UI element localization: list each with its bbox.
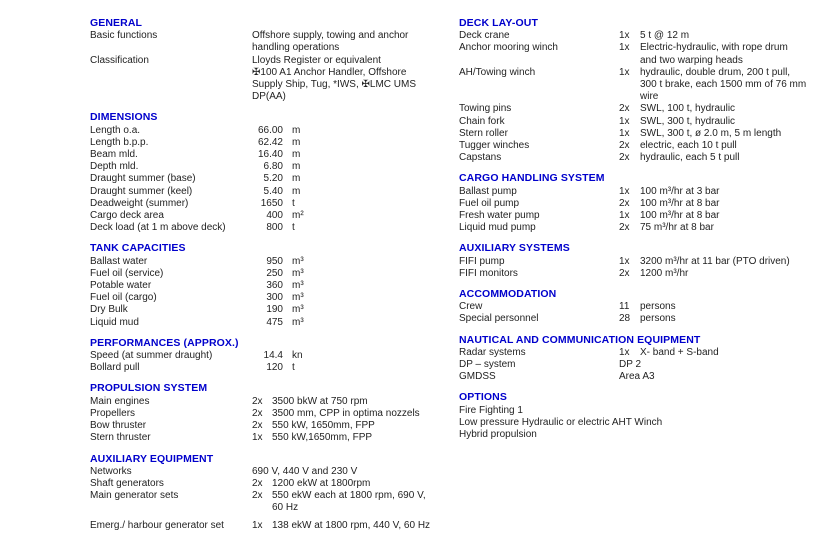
section-heading: DECK LAY-OUT	[459, 17, 538, 29]
row-unit: m³	[292, 304, 304, 316]
row-quantity: 1x	[619, 185, 630, 197]
section-cargo-handling-system	[459, 172, 830, 234]
row-value-line: handling operations	[252, 42, 340, 54]
row-label: Special personnel	[459, 313, 539, 325]
row-label: Draught summer (base)	[90, 173, 196, 185]
row-value	[252, 466, 456, 478]
row-label: Beam mld.	[90, 149, 138, 161]
spec-row	[90, 362, 456, 374]
row-unit: m³	[292, 267, 304, 279]
row-quantity: 1x	[619, 30, 630, 42]
row-value-line: DP 2	[619, 359, 642, 371]
row-label: DP – system	[459, 359, 516, 371]
row-number: 14.4	[263, 350, 283, 362]
spec-row	[459, 405, 830, 417]
spec-row	[459, 256, 830, 268]
row-description	[272, 408, 456, 420]
section-heading: PROPULSION SYSTEM	[90, 382, 208, 395]
row-number: 800	[266, 222, 283, 234]
section-tank-capacities	[90, 242, 456, 328]
row-value	[619, 371, 830, 383]
row-number: 66.00	[257, 124, 283, 136]
row-unit: m	[292, 136, 301, 148]
row-description-line: and two warping heads	[640, 54, 743, 66]
row-description	[640, 30, 830, 42]
row-description-line: 550 kW,1650mm, FPP	[272, 432, 373, 444]
row-description	[272, 520, 456, 532]
spec-row	[90, 55, 456, 104]
row-value-line: ✠100 A1 Anchor Handler, Offshore	[252, 66, 407, 78]
row-label: Speed (at summer draught)	[90, 350, 213, 362]
row-label: Towing pins	[459, 103, 512, 115]
spec-row	[459, 347, 830, 359]
row-description-line: 100 m³/hr at 3 bar	[640, 185, 720, 197]
row-unit: m	[292, 173, 301, 185]
row-quantity: 1x	[252, 519, 263, 531]
row-quantity: 2x	[252, 420, 263, 432]
row-description-line: electric, each 10 t pull	[640, 140, 737, 152]
row-description	[640, 152, 830, 164]
row-number: 950	[266, 255, 283, 267]
row-label: Depth mld.	[90, 161, 139, 173]
spec-row	[90, 256, 456, 268]
spec-row	[459, 210, 830, 222]
row-description-line: 100 m³/hr at 8 bar	[640, 197, 720, 209]
row-quantity: 2x	[252, 490, 263, 502]
section-heading: AUXILIARY SYSTEMS	[459, 242, 570, 255]
row-unit: m	[292, 161, 301, 173]
row-label: FIFI monitors	[459, 267, 518, 279]
section-deck-lay-out	[459, 17, 830, 164]
row-description-line: 75 m³/hr at 8 bar	[640, 222, 714, 234]
row-label: Emerg./ harbour generator set	[90, 519, 224, 531]
row-description-line: SWL, 300 t, hydraulic	[640, 115, 736, 127]
spec-row	[459, 301, 830, 313]
row-description	[640, 186, 830, 198]
row-label: FIFI pump	[459, 255, 505, 267]
row-label: Ballast pump	[459, 185, 517, 197]
row-description-line: 1200 m³/hr	[640, 267, 689, 279]
spec-row	[90, 125, 456, 137]
row-number: 250	[266, 267, 283, 279]
spec-row	[90, 520, 456, 532]
row-description-line: X- band + S-band	[640, 346, 719, 358]
left-column	[90, 17, 456, 540]
spec-row	[90, 186, 456, 198]
row-description	[640, 116, 830, 128]
row-quantity: 2x	[619, 197, 630, 209]
spec-row	[459, 42, 830, 66]
row-description	[640, 128, 830, 140]
section-heading: TANK CAPACITIES	[90, 242, 186, 255]
section-auxiliary-equipment	[90, 453, 456, 532]
row-description-line: 300 t brake, each 1500 mm of 76 mm	[640, 79, 807, 91]
row-label: Main engines	[90, 395, 150, 407]
row-description	[272, 432, 456, 444]
section-auxiliary-systems	[459, 242, 830, 280]
row-quantity: 1x	[252, 432, 263, 444]
row-unit: t	[292, 362, 295, 374]
row-description-line: 1200 ekW at 1800rpm	[272, 477, 371, 489]
spec-row	[459, 417, 830, 429]
row-label: Fuel oil (service)	[90, 267, 164, 279]
row-label: Liquid mud pump	[459, 222, 536, 234]
spec-row	[459, 429, 830, 441]
row-label: Cargo deck area	[90, 210, 164, 222]
row-label: Length b.p.p.	[90, 136, 149, 148]
row-description	[640, 222, 830, 234]
spec-row	[459, 313, 830, 325]
spec-row	[90, 420, 456, 432]
row-description-line: 3500 bkW at 750 rpm	[272, 395, 368, 407]
row-description-line: 550 ekW each at 1800 rpm, 690 V,	[272, 490, 426, 502]
row-number: 190	[266, 304, 283, 316]
row-label: GMDSS	[459, 371, 496, 383]
row-value-line: Supply Ship, Tug, *IWS, ✠LMC UMS	[252, 79, 416, 91]
row-description-line: wire	[640, 91, 659, 103]
spec-row	[90, 280, 456, 292]
row-unit: m³	[292, 255, 304, 267]
spec-row	[90, 161, 456, 173]
row-label: Networks	[90, 465, 132, 477]
row-description-line: 60 Hz	[272, 502, 299, 514]
row-number: 5.20	[263, 173, 283, 185]
spec-row	[90, 210, 456, 222]
row-description-line: persons	[640, 313, 676, 325]
row-value	[252, 55, 456, 104]
section-heading: AUXILIARY EQUIPMENT	[90, 452, 214, 465]
row-quantity: 2x	[252, 407, 263, 419]
row-value-line: Area A3	[619, 371, 655, 383]
spec-row	[459, 140, 830, 152]
row-quantity: 11	[619, 301, 630, 313]
row-quantity: 2x	[619, 140, 630, 152]
section-dimensions	[90, 111, 456, 234]
row-label: Classification	[90, 54, 149, 66]
row-description	[272, 420, 456, 432]
section-performances-approx	[90, 337, 456, 375]
row-quantity: 2x	[619, 152, 630, 164]
row-value	[619, 359, 830, 371]
row-description-line: persons	[640, 301, 676, 313]
spec-row	[459, 67, 830, 104]
row-description	[272, 396, 456, 408]
row-description-line: 550 kW, 1650mm, FPP	[272, 420, 375, 432]
row-description	[640, 313, 830, 325]
spec-row	[459, 222, 830, 234]
row-description	[272, 478, 456, 490]
row-quantity: 1x	[619, 66, 630, 78]
row-quantity: 1x	[619, 115, 630, 127]
row-unit: t	[292, 197, 295, 209]
row-label: Tugger winches	[459, 140, 530, 152]
row-label: Potable water	[90, 280, 152, 292]
row-description-line: 138 ekW at 1800 rpm, 440 V, 60 Hz	[272, 519, 431, 531]
spec-row	[90, 268, 456, 280]
row-description-line: Electric-hydraulic, with rope drum	[640, 42, 788, 54]
row-quantity: 2x	[619, 222, 630, 234]
row-description-line: hydraulic, double drum, 200 t pull,	[640, 66, 791, 78]
row-description-line: 5 t @ 12 m	[640, 30, 690, 42]
row-description-line: SWL, 300 t, ø 2.0 m, 5 m length	[640, 127, 782, 139]
spec-row	[90, 350, 456, 362]
section-heading: ACCOMMODATION	[459, 288, 557, 301]
row-label: Propellers	[90, 407, 136, 419]
row-unit: m	[292, 124, 301, 136]
section-heading: PERFORMANCES (APPROX.)	[90, 336, 239, 349]
right-column	[459, 17, 830, 449]
row-number: 1650	[260, 197, 283, 209]
row-number: 5.40	[263, 185, 283, 197]
row-label: Stern roller	[459, 127, 508, 139]
section-propulsion-system	[90, 382, 456, 444]
row-description	[640, 210, 830, 222]
row-label: Main generator sets	[90, 490, 179, 502]
row-number: 16.40	[257, 149, 283, 161]
row-label: Draught summer (keel)	[90, 185, 193, 197]
row-quantity: 2x	[619, 103, 630, 115]
spec-row	[90, 30, 456, 54]
row-description-line: 3200 m³/hr at 11 bar (PTO driven)	[640, 255, 790, 267]
row-label: Shaft generators	[90, 477, 164, 489]
spec-row	[459, 198, 830, 210]
row-description	[640, 67, 830, 104]
row-label: Bollard pull	[90, 362, 140, 374]
row-label: Dry Bulk	[90, 304, 128, 316]
row-label: Bow thruster	[90, 420, 147, 432]
section-nautical-and-communication-equipment	[459, 334, 830, 384]
row-description-line: hydraulic, each 5 t pull	[640, 152, 740, 164]
spec-row	[90, 304, 456, 316]
spec-row	[459, 371, 830, 383]
section-accommodation	[459, 288, 830, 326]
spec-row	[90, 137, 456, 149]
row-unit: m	[292, 185, 301, 197]
row-label: Deck load (at 1 m above deck)	[90, 222, 226, 234]
row-value-line: Offshore supply, towing and anchor	[252, 30, 409, 42]
row-unit: t	[292, 222, 295, 234]
row-label: Radar systems	[459, 346, 526, 358]
row-number: 400	[266, 210, 283, 222]
spec-row	[90, 198, 456, 210]
row-description	[640, 103, 830, 115]
row-label: Chain fork	[459, 115, 505, 127]
section-options	[459, 391, 830, 441]
spec-row	[90, 149, 456, 161]
row-label: Ballast water	[90, 255, 148, 267]
spec-row	[459, 116, 830, 128]
row-unit: m²	[292, 210, 304, 222]
row-label: Crew	[459, 301, 483, 313]
row-quantity: 1x	[619, 346, 630, 358]
row-description	[272, 490, 456, 514]
spec-row	[90, 173, 456, 185]
row-description	[640, 198, 830, 210]
row-value	[252, 30, 456, 54]
row-label: Deadweight (summer)	[90, 197, 189, 209]
section-heading: CARGO HANDLING SYSTEM	[459, 172, 605, 185]
section-heading: OPTIONS	[459, 391, 507, 404]
spec-row	[90, 466, 456, 478]
row-unit: m³	[292, 316, 304, 328]
row-number: 62.42	[257, 136, 283, 148]
row-label: Deck crane	[459, 30, 510, 42]
row-unit: m³	[292, 280, 304, 292]
row-unit: m³	[292, 292, 304, 304]
spec-row	[90, 432, 456, 444]
row-quantity: 28	[619, 313, 631, 325]
spec-row	[90, 396, 456, 408]
row-unit: kn	[292, 350, 303, 362]
row-quantity: 1x	[619, 127, 630, 139]
row-value-line: 690 V, 440 V and 230 V	[252, 465, 358, 477]
section-heading: DIMENSIONS	[90, 111, 158, 124]
row-label: Anchor mooring winch	[459, 42, 558, 54]
row-description	[640, 256, 830, 268]
row-description	[640, 301, 830, 313]
section-heading: NAUTICAL AND COMMUNICATION EQUIPMENT	[459, 333, 701, 346]
row-label: Fuel oil pump	[459, 197, 520, 209]
row-description-line: 100 m³/hr at 8 bar	[640, 210, 720, 222]
row-quantity: 2x	[252, 477, 263, 489]
row-quantity: 1x	[619, 42, 630, 54]
spec-row	[459, 359, 830, 371]
row-label: Fire Fighting 1	[459, 404, 523, 416]
row-label: Stern thruster	[90, 432, 151, 444]
row-quantity: 2x	[252, 395, 263, 407]
row-description-line: 3500 mm, CPP in optima nozzels	[272, 407, 420, 419]
row-description	[640, 347, 830, 359]
row-label: Length o.a.	[90, 124, 141, 136]
spec-row	[90, 317, 456, 329]
row-description	[640, 42, 830, 66]
spec-row	[459, 30, 830, 42]
row-value-line: DP(AA)	[252, 91, 286, 103]
row-label: Low pressure Hydraulic or electric AHT Winch	[459, 416, 663, 428]
row-description-line: SWL, 100 t, hydraulic	[640, 103, 736, 115]
spec-row	[90, 408, 456, 420]
spec-row	[90, 478, 456, 490]
row-description	[640, 140, 830, 152]
row-number: 6.80	[263, 161, 283, 173]
row-number: 475	[266, 316, 283, 328]
section-heading: GENERAL	[90, 17, 143, 29]
row-quantity: 1x	[619, 210, 630, 222]
row-label: Liquid mud	[90, 316, 139, 328]
spec-row	[459, 128, 830, 140]
spec-row	[459, 268, 830, 280]
spec-row	[90, 292, 456, 304]
row-number: 360	[266, 280, 283, 292]
spec-row	[459, 152, 830, 164]
spec-row	[90, 490, 456, 514]
row-unit: m	[292, 149, 301, 161]
row-label: AH/Towing winch	[459, 66, 536, 78]
row-value-line: Lloyds Register or equivalent	[252, 54, 381, 66]
row-quantity: 2x	[619, 267, 630, 279]
section-general	[90, 17, 456, 103]
row-label: Fuel oil (cargo)	[90, 292, 157, 304]
row-number: 120	[266, 362, 283, 374]
spec-row	[90, 222, 456, 234]
row-description	[640, 268, 830, 280]
row-label: Fresh water pump	[459, 210, 540, 222]
row-label: Capstans	[459, 152, 502, 164]
row-quantity: 1x	[619, 255, 630, 267]
spec-row	[459, 186, 830, 198]
spec-row	[459, 103, 830, 115]
row-label: Basic functions	[90, 30, 158, 42]
row-label: Hybrid propulsion	[459, 429, 537, 441]
row-number: 300	[266, 292, 283, 304]
